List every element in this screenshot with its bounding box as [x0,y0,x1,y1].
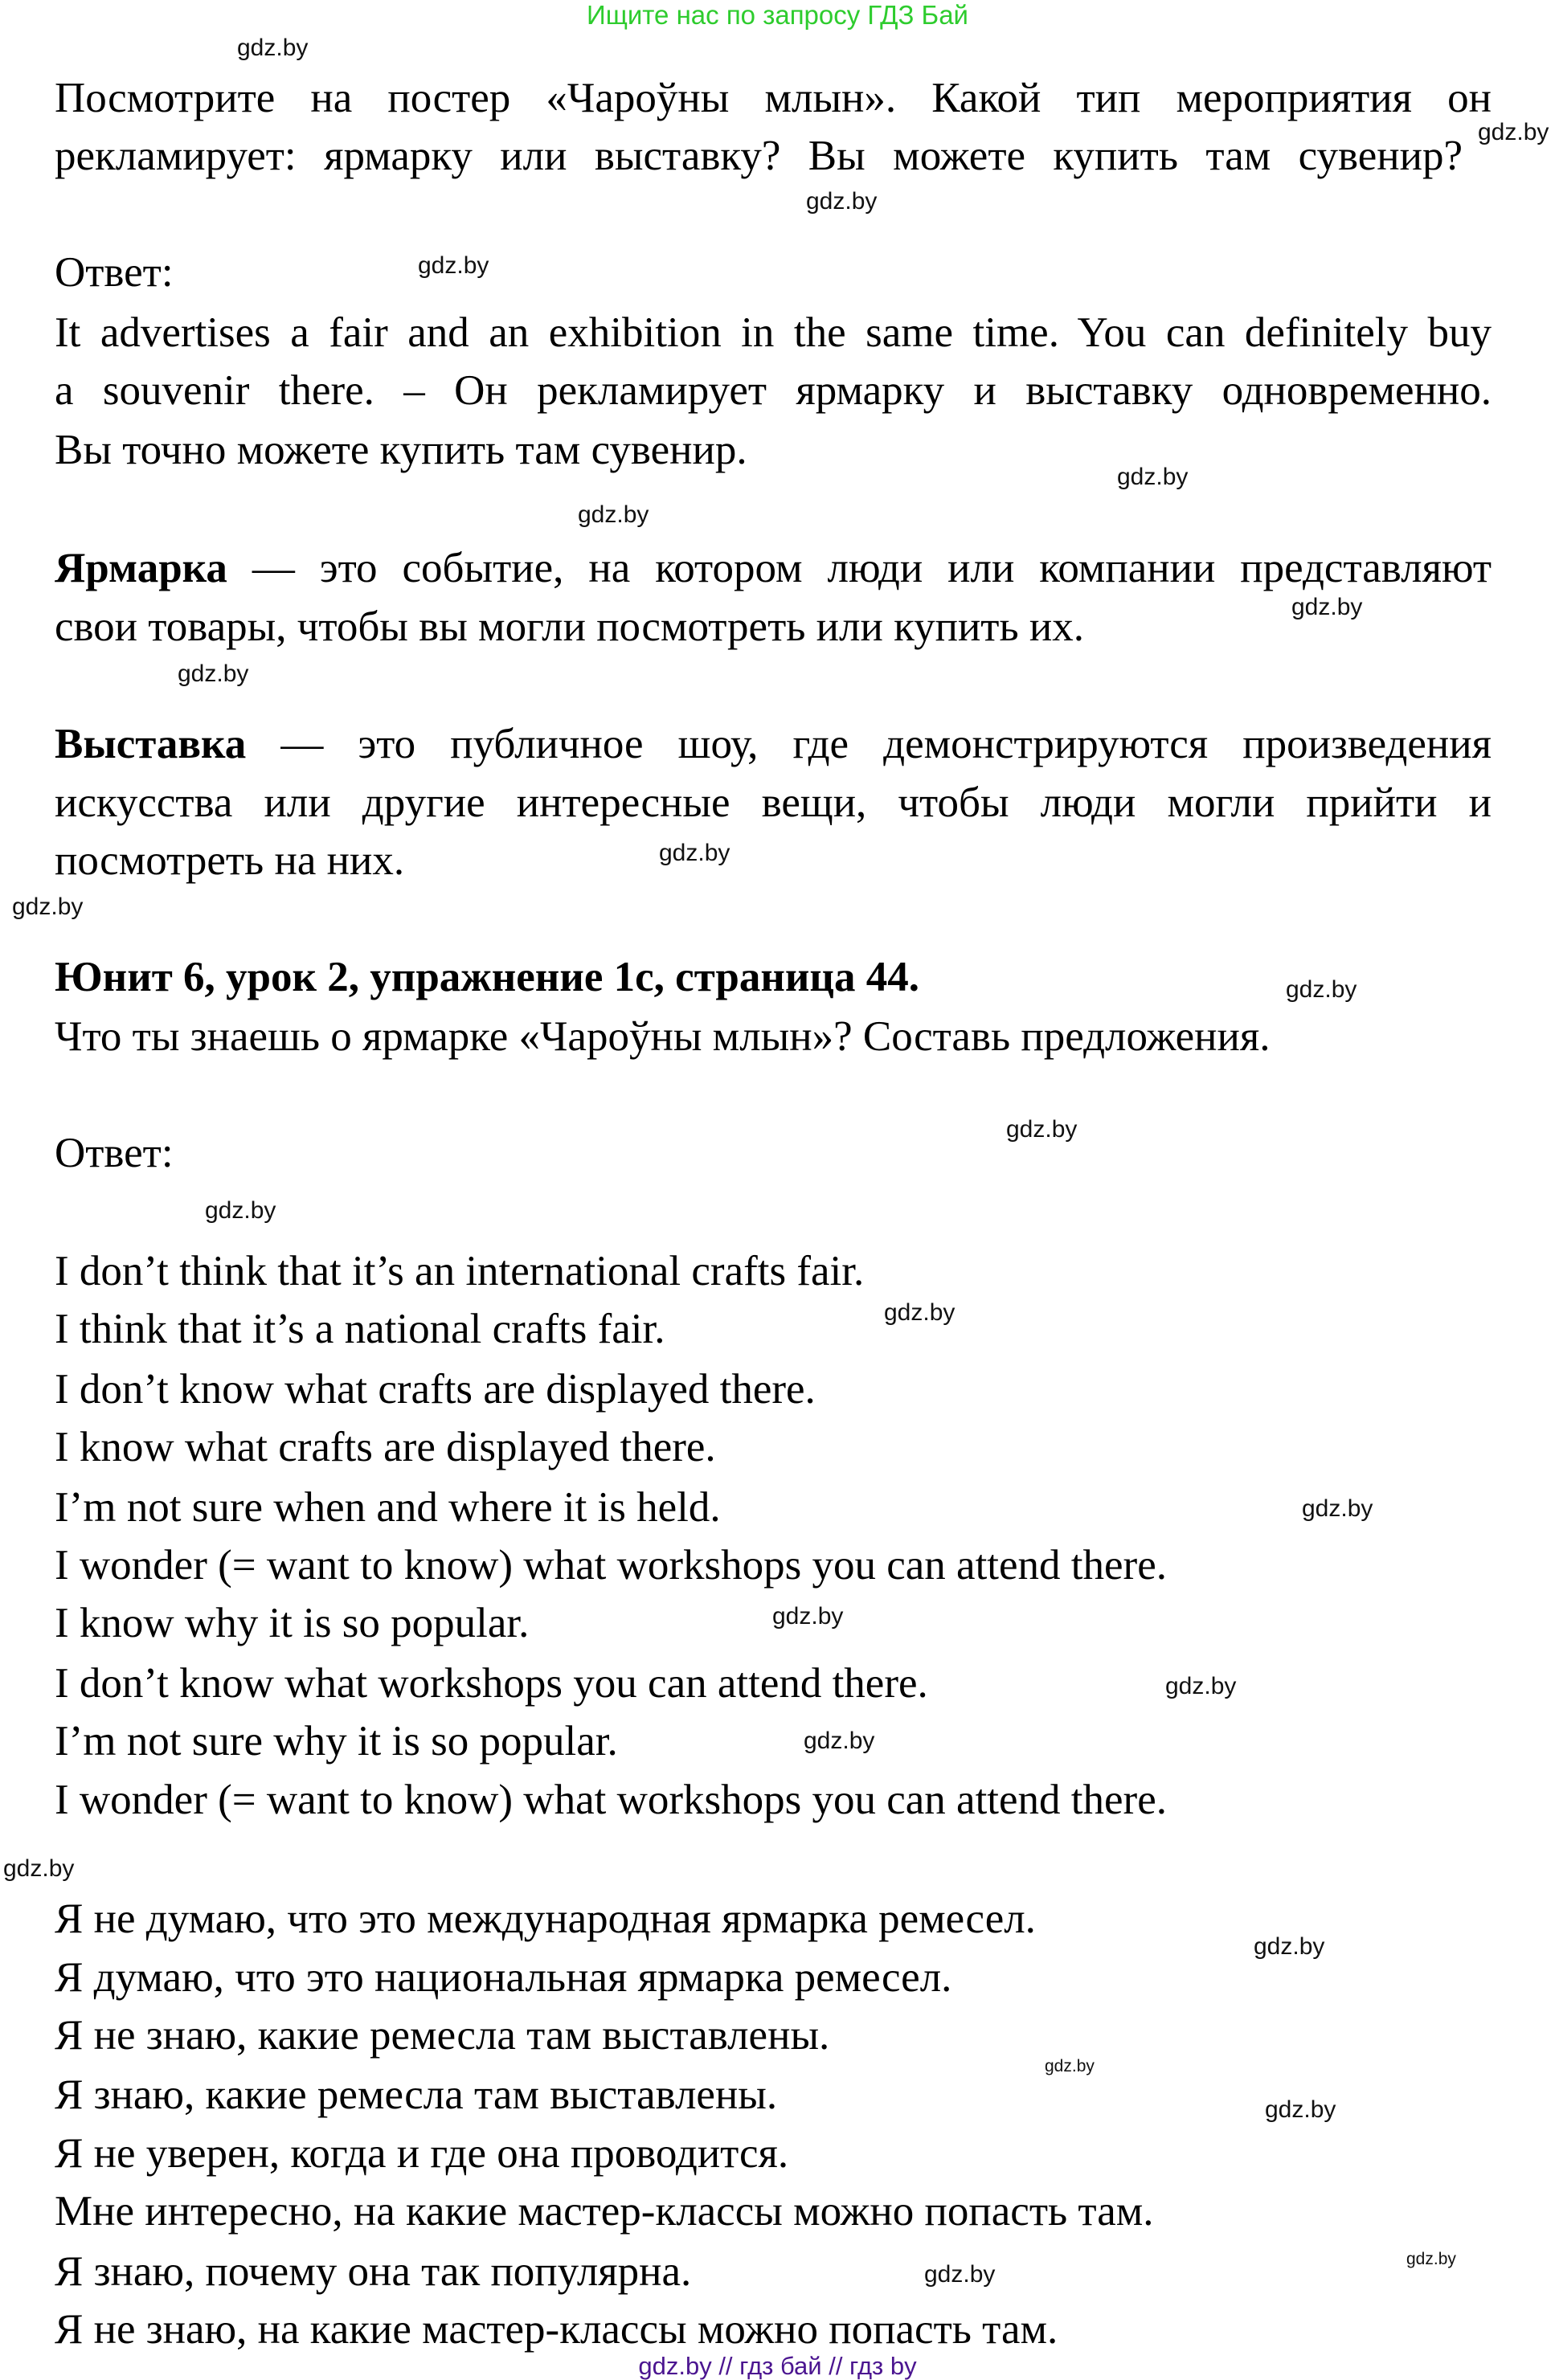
watermark: gdz.by [237,35,309,61]
english-sentence: I don’t know what workshops you can attend there. [55,1660,928,1707]
russian-sentence: Я не уверен, когда и где она проводится. [55,2130,789,2177]
watermark: gdz.by [178,660,249,687]
answer-line: Вы точно можете купить там сувенир. [55,427,747,473]
english-sentence: I’m not sure when and where it is held. [55,1484,721,1531]
english-sentence: I wonder (= want to know) what workshops you can attend there. [55,1777,1167,1823]
russian-sentence: Я не знаю, какие ремесла там выставлены. [55,2012,830,2059]
english-sentence: I wonder (= want to know) what workshops you can attend there. [55,1542,1167,1589]
term-exhibition: Выставка [55,721,247,767]
russian-sentence: Я не думаю, что это международная ярмарка ремесел. [55,1895,1036,1942]
watermark: gdz.by [1045,2057,1095,2075]
watermark: gdz.by [418,252,489,279]
russian-sentence: Я не знаю, на какие мастер-классы можно попасть там. [55,2306,1058,2353]
watermark: gdz.by [659,840,730,866]
definition-text: — это событие, на котором люди или компании представляют [252,545,1492,591]
english-sentence: I’m not sure why it is so popular. [55,1718,618,1765]
russian-sentence: Я знаю, почему она так популярна. [55,2248,692,2295]
answer-line: a souvenir there. – Он рекламирует ярмарку и выставку одновременно. [55,367,1492,414]
russian-sentence: Я думаю, что это национальная ярмарка ремесел. [55,1954,952,2001]
watermark: gdz.by [1265,2096,1336,2123]
english-sentence: I know why it is so popular. [55,1600,530,1646]
russian-sentence: Мне интересно, на какие мастер-классы можно попасть там. [55,2188,1154,2235]
watermark: gdz.by [1478,119,1549,145]
watermark: gdz.by [924,2261,996,2288]
watermark: gdz.by [1117,464,1189,490]
definition-text: — это публичное шоу, где демонстрируются произведения [280,721,1492,767]
watermark: gdz.by [12,894,84,920]
english-sentence: I don’t think that it’s an international crafts fair. [55,1248,865,1294]
russian-sentence: Я знаю, какие ремесла там выставлены. [55,2071,778,2118]
watermark: gdz.by [3,1855,75,1882]
watermark: gdz.by [806,188,878,215]
english-sentence: I don’t know what crafts are displayed there. [55,1366,816,1413]
watermark: gdz.by [1291,594,1363,620]
watermark: gdz.by [205,1197,276,1224]
watermark: gdz.by [884,1299,956,1326]
definition-line: свои товары, чтобы вы могли посмотреть или купить их. [55,603,1085,650]
footer-links[interactable]: gdz.by // гдз бай // гдз by [638,2352,917,2380]
question-line: Посмотрите на постер «Чароўны млын». Какой тип мероприятия он [55,75,1492,121]
definition-exhibition [55,718,1492,770]
definition-fair [55,542,1492,594]
watermark: gdz.by [1165,1673,1237,1699]
watermark: gdz.by [1286,976,1357,1003]
watermark: gdz.by [1406,2250,1456,2268]
watermark: gdz.by [1006,1116,1078,1143]
exercise-task: Что ты знаешь о ярмарке «Чароўны млын»? Составь предложения. [55,1013,1271,1060]
english-sentence: I know what crafts are displayed there. [55,1424,716,1470]
watermark: gdz.by [772,1603,844,1630]
definition-line: искусства или другие интересные вещи, чтобы люди могли прийти и [55,779,1492,826]
watermark: gdz.by [1302,1495,1373,1522]
answer-label: Ответ: [55,1130,174,1176]
question-line: рекламирует: ярмарку или выставку? Вы можете купить там сувенир? [55,133,1463,179]
definition-line: посмотреть на них. [55,837,405,884]
watermark: gdz.by [1254,1933,1325,1960]
answer-label: Ответ: [55,249,174,296]
english-sentence: I think that it’s a national crafts fair. [55,1306,665,1352]
term-fair: Ярмарка [55,545,227,591]
search-banner[interactable]: Ищите нас по запросу ГДЗ Бай [587,0,968,30]
answer-line: It advertises a fair and an exhibition in the same time. You can definitely buy [55,309,1492,356]
watermark: gdz.by [804,1728,875,1754]
exercise-title: Юнит 6, урок 2, упражнение 1c, страница 44. [55,954,919,1000]
watermark: gdz.by [578,501,649,528]
